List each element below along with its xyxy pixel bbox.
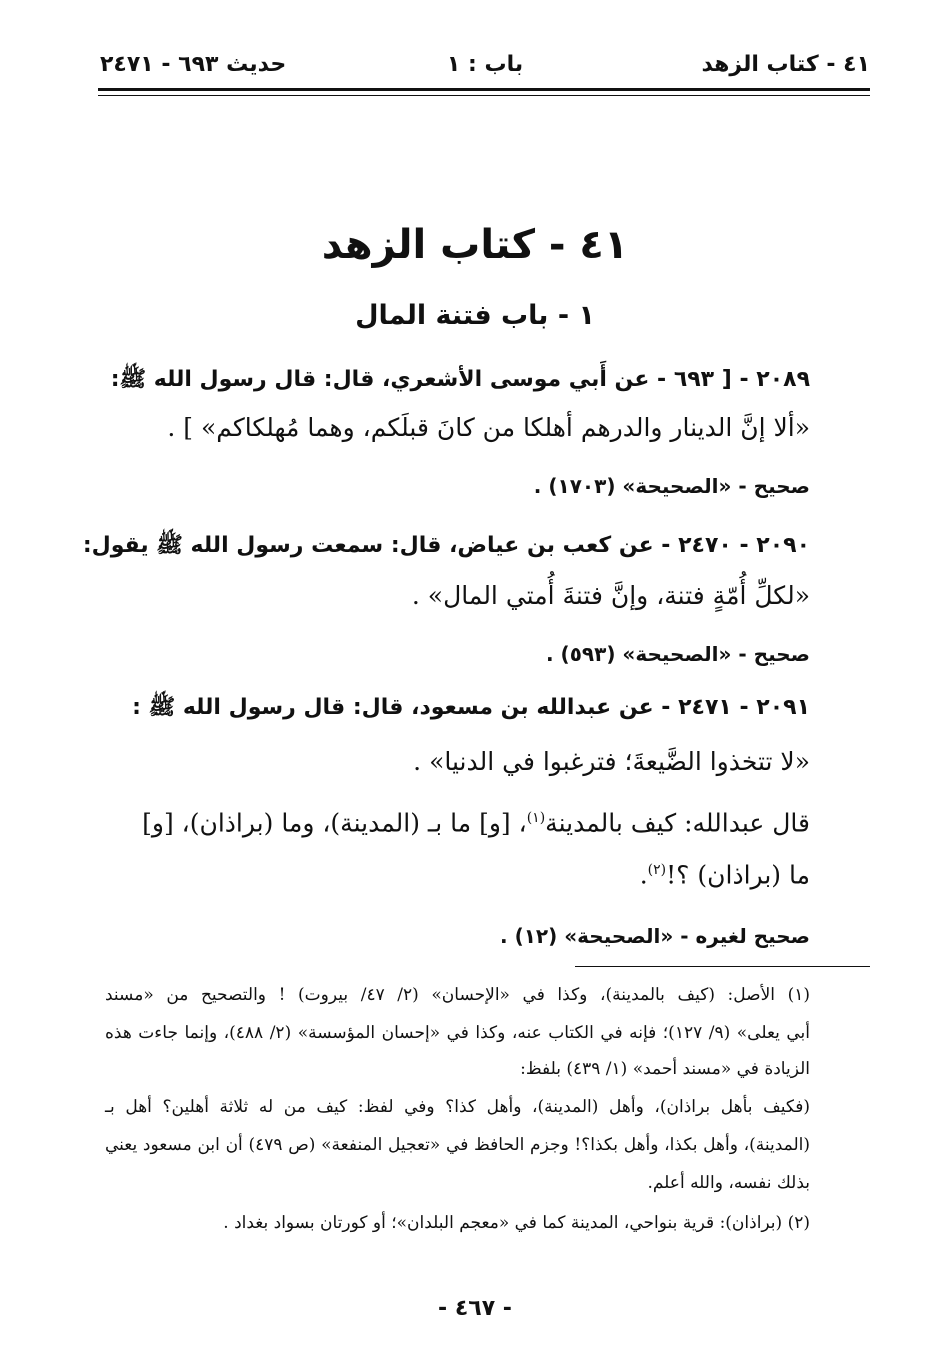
footnote-line: (١) الأصل: (كيف بالمدينة)، وكذا في «الإحسان» (٢/ ٤٧/ بيروت) ! والتصحيح من «مسند [105,985,810,1005]
header-rule-thin [98,95,870,96]
comment-end: . [639,860,648,890]
header-hadith-range: حديث ٦٩٣ - ٢٤٧١ [100,51,287,77]
hadith-1-grade: صحيح - «الصحيحة» (١٧٠٣) . [533,474,810,498]
hadith-1-isnad: ٢٠٨٩ - [ ٦٩٣ - عن أَبي موسى الأشعري، قال: قال رسول الله ﷺ: [110,367,810,392]
footnote-ref-2[interactable]: (٢) [647,862,667,878]
comment-part-1: قال عبدالله: كيف بالمدينة [545,808,810,838]
comment-part-2: ، [و] ما بـ (المدينة)، وما (براذان)، [و] [142,808,527,838]
header-chapter-label: باب : ١ [446,51,524,77]
book-title: ٤١ - كتاب الزهد [321,222,629,268]
footnote-line: (المدينة)، وأهل بكذا، وأهل بكذا؟! وجزم الحافظ في «تعجيل المنفعة» (ص ٤٧٩) أن ابن مسعود يعني [105,1135,810,1155]
footnote-ref-1[interactable]: (١) [526,810,546,826]
footnote-line: الزيادة في «مسند أحمد» (١/ ٤٣٩) بلفظ: [520,1059,810,1079]
footnote-line: (فكيف بأهل براذان)، وأهل (المدينة)، وأهل كذا؟ وفي لفظ: كيف من له ثلاثة أهلين؟ أهل بـ [105,1097,810,1117]
hadith-3-comment [100,800,810,841]
running-header [100,44,870,84]
page-number: - ٤٦٧ - [438,1296,512,1321]
header-book-label: ٤١ - كتاب الزهد [701,51,870,77]
hadith-3-grade: صحيح لغيره - «الصحيحة» (١٢) . [500,924,810,948]
hadith-2-matn: «لكلِّ أُمّةٍ فتنة، وإنَّ فتنةَ أُمتي المال» . [411,581,810,610]
hadith-1-matn: «ألا إنَّ الدينار والدرهم أهلكا من كانَ قبلَكم، وهما مُهلكاكم» ] . [167,413,810,442]
hadith-2-isnad: ٢٠٩٠ - ٢٤٧٠ - عن كعب بن عياض، قال: سمعت رسول الله ﷺ يقول: [82,533,810,558]
chapter-title: ١ - باب فتنة المال [355,300,595,331]
footnote-line: بذلك نفسه، والله أعلم. [647,1173,810,1193]
comment-part-3: ما (براذان) ؟! [666,860,810,890]
footnote-line: (٢) (براذان): قرية بنواحي، المدينة كما في «معجم البلدان»؛ أو كورتان بسواد بغداد . [223,1213,810,1233]
footnote-separator [575,966,870,967]
hadith-2-grade: صحيح - «الصحيحة» (٥٩٣) . [545,642,810,666]
hadith-3-matn: «لا تتخذوا الضَّيعةَ؛ فترغبوا في الدنيا» . [413,747,810,776]
header-rule [98,88,870,91]
hadith-3-isnad: ٢٠٩١ - ٢٤٧١ - عن عبدالله بن مسعود، قال: قال رسول الله ﷺ : [132,695,810,720]
footnote-line: أبي يعلى» (٩/ ١٢٧)؛ فإنه في الكتاب عنه، وكذا في «إحسان المؤسسة» (٢/ ٤٨٨)، وإنما جاءت هذه [105,1023,810,1043]
hadith-3-comment-cont [100,852,810,893]
